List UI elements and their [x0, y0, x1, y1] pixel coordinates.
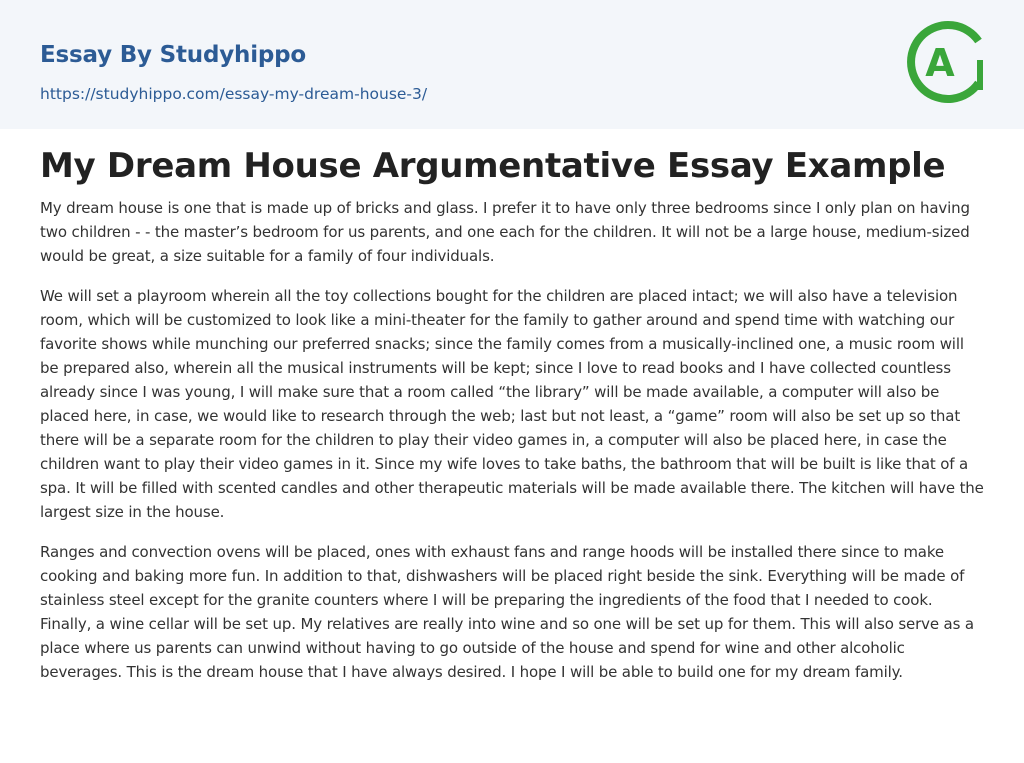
logo-svg [904, 18, 988, 106]
article-title: My Dream House Argumentative Essay Example [40, 146, 946, 186]
article-paragraph-1: My dream house is one that is made up of bricks and glass. I prefer it to have only three bedrooms since I only plan on having two children - - the master’s bedroom for us parents, and one each for the children. It will not be a large house, medium-sized would be great, a size suitable for a family of four individuals. [40, 199, 970, 265]
article-paragraph-3: Ranges and convection ovens will be placed, ones with exhaust fans and range hoods will be installed there since to make cooking and baking more fun. In addition to that, dishwashers will be placed right beside the sink. Everything will be made of stainless steel except for the granite counters where I will be preparing the ingredients of the food that I needed to cook. Finally, a wine cellar will be set up. My relatives are really into wine and so one will be set up for them. This will also serve as a place where us parents can unwind without having to go outside of the house and spend for wine and other alcoholic beverages. This is the dream house that I have always desired. I hope I will be able to build one for my dream family. [40, 543, 974, 681]
article-paragraph-2: We will set a playroom wherein all the toy collections bought for the children are placed intact; we will also have a television room, which will be customized to look like a mini-theater for the family to gather around and spend time with watching our favorite shows while munching our preferred snacks; since the family comes from a musically-inclined one, a music room will be prepared also, wherein all the musical instruments will be kept; since I love to read books and I have collected countless already since I was young, I will make sure that a room called “the library” will be made available, a computer will also be placed here, in case, we would like to research through the web; last but not least, a “game” room will also be set up so that there will be a separate room for the children to play their video games in, a computer will also be placed here, in case the children want to play their video games in it. Since my wife loves to take baths, the bathroom that will be built is like that of a spa. It will be filled with scented candles and other therapeutic materials will be made available there. The kitchen will have the largest size in the house. [40, 287, 984, 521]
logo-letter: A [925, 41, 955, 85]
article-body [40, 196, 986, 700]
source-url-link[interactable]: https://studyhippo.com/essay-my-dream-house-3/ [40, 85, 428, 103]
brand-name[interactable]: Essay By Studyhippo [40, 42, 307, 68]
studyhippo-logo-icon[interactable] [904, 18, 988, 106]
site-header [0, 0, 1024, 129]
